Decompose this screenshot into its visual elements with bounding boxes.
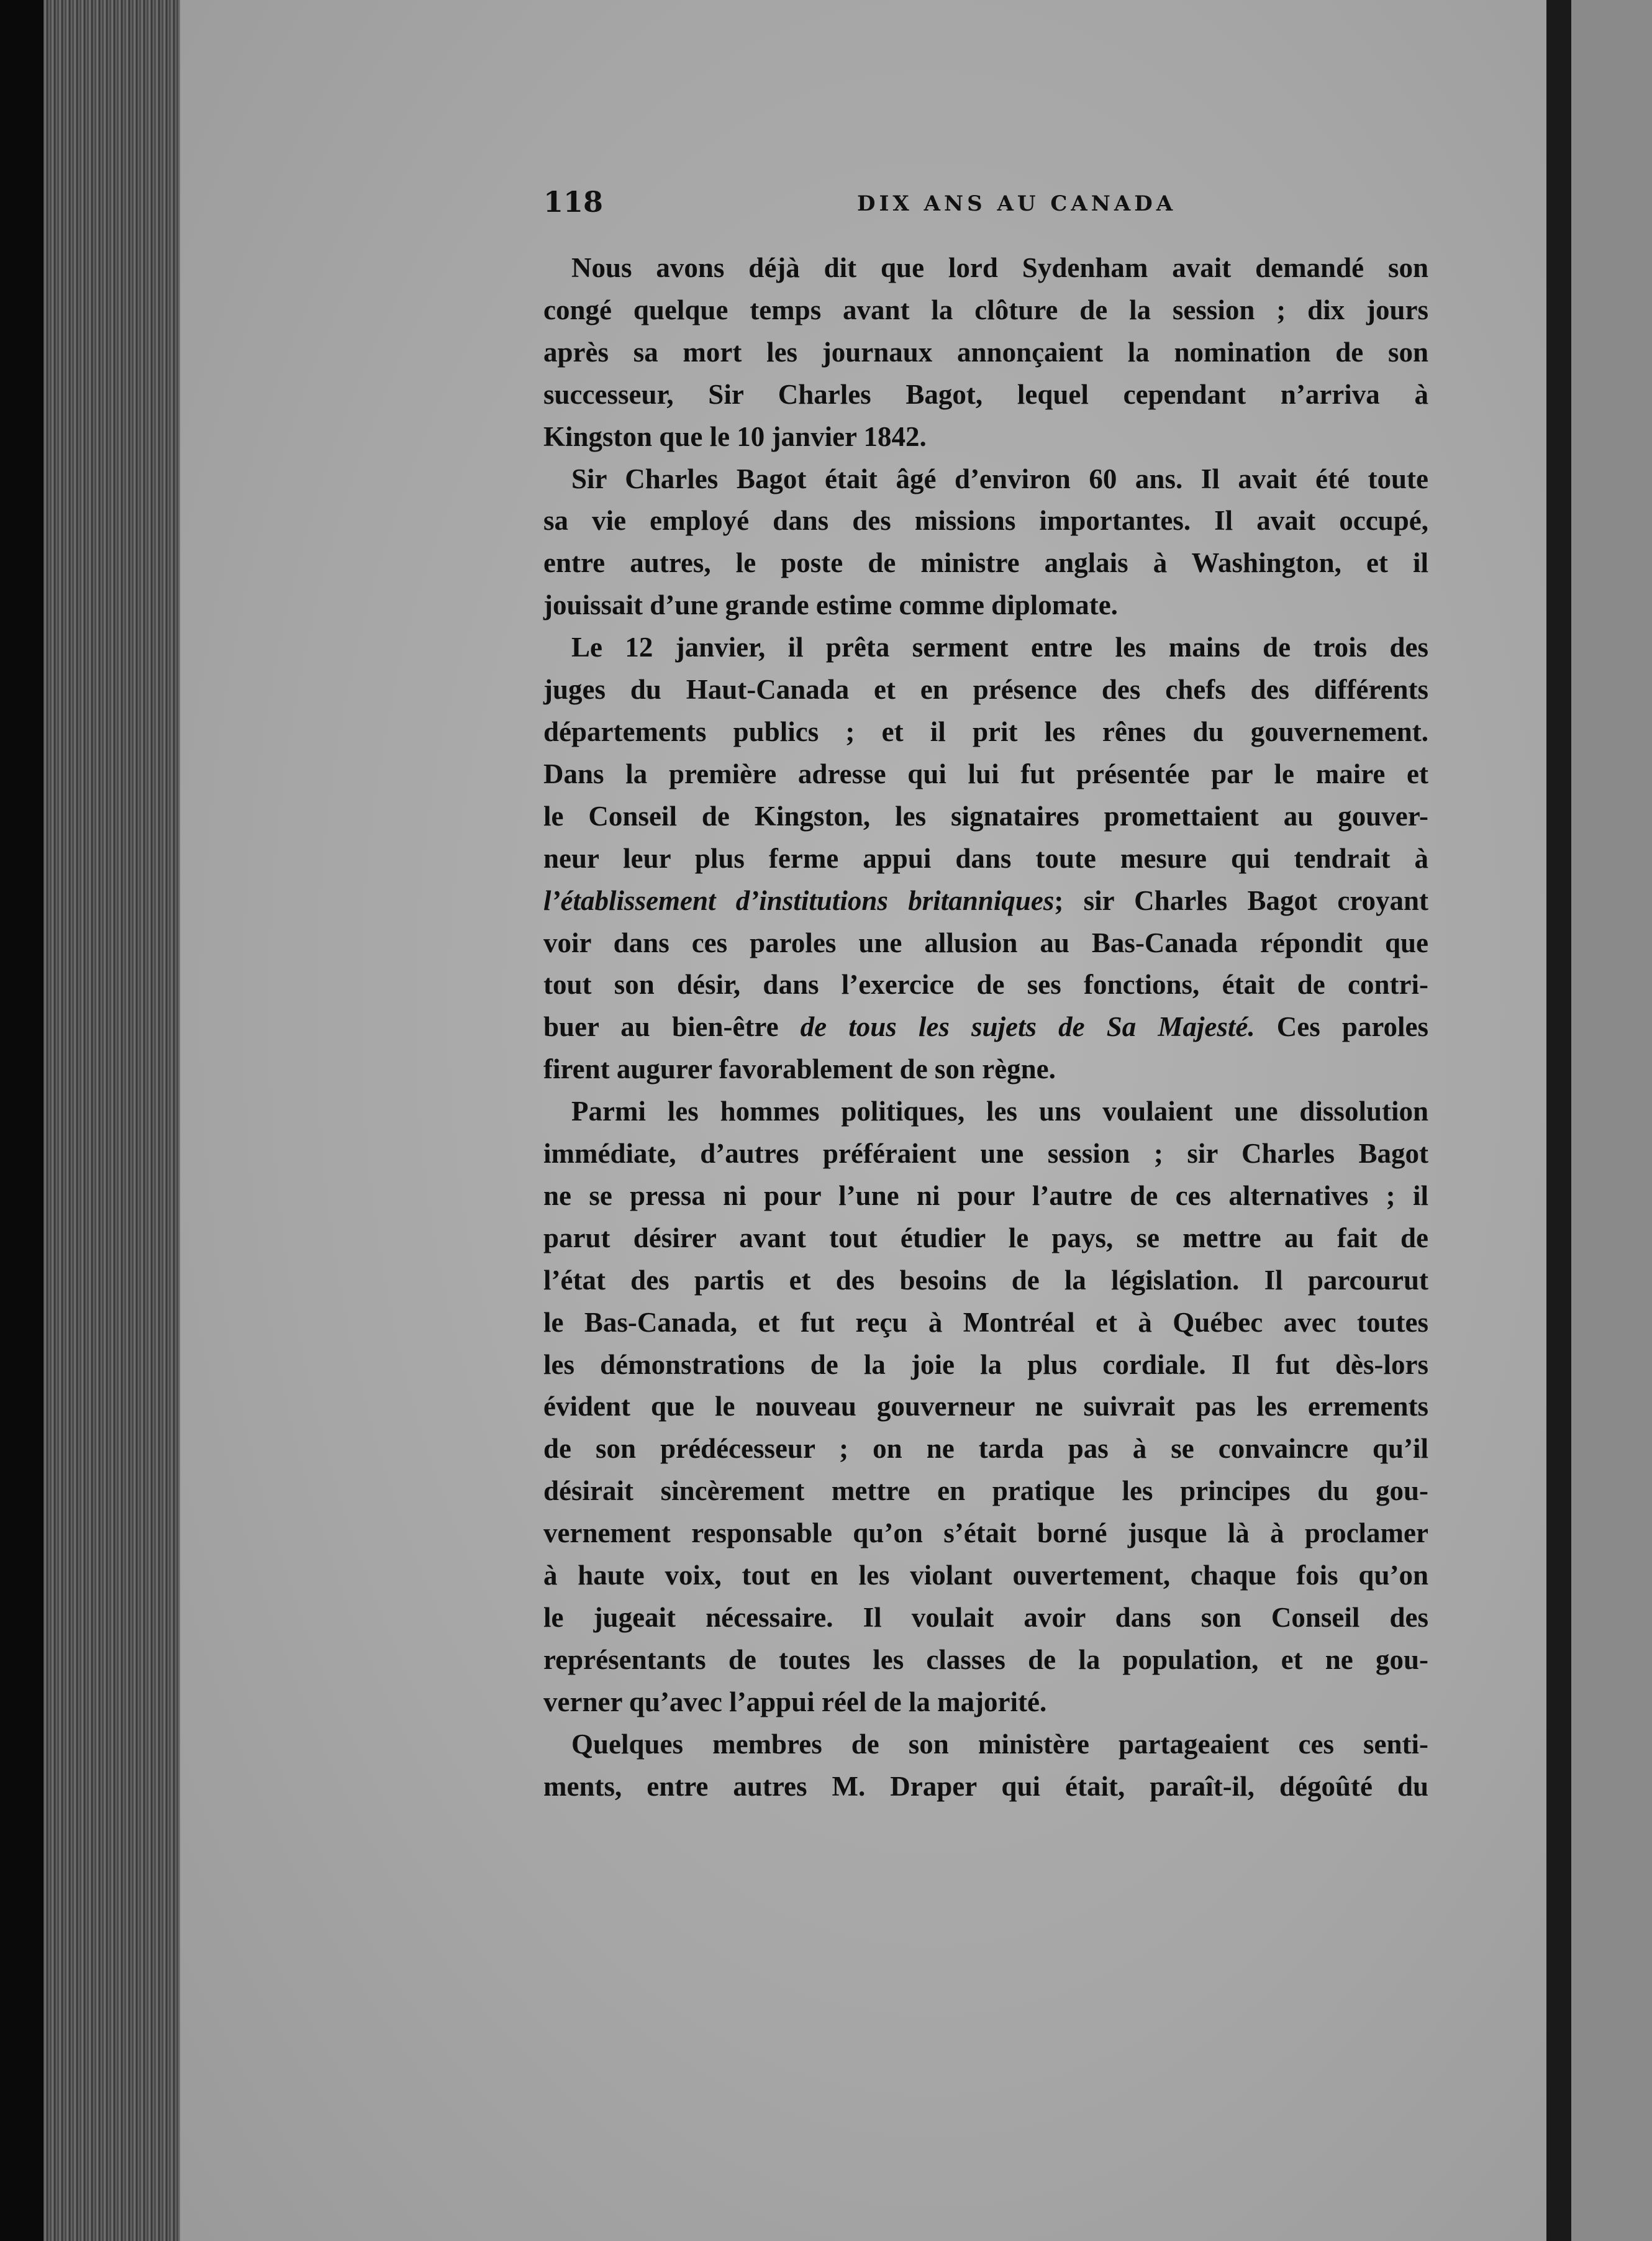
text-line: Nous avons déjà dit que lord Sydenham avait demandé son: [571, 252, 1428, 283]
facing-page-edge: [1571, 0, 1652, 2241]
text-line: le Conseil de Kingston, les signataires promettaient au gouver-: [543, 800, 1428, 832]
text-line: Dans la première adresse qui lui fut présentée par le maire et: [543, 758, 1428, 789]
paragraph-4: [543, 1091, 1428, 1724]
text-line: Parmi les hommes politiques, les uns voulaient une dissolution: [571, 1096, 1428, 1127]
text-line: Quelques membres de son ministère partageaient ces senti-: [571, 1728, 1428, 1760]
text-line: départements publics ; et il prit les rênes du gouvernement.: [543, 716, 1428, 747]
text-line: juges du Haut-Canada et en présence des chefs des différents: [543, 674, 1428, 706]
text-line: les démonstrations de la joie la plus cordiale. Il fut dès-lors: [543, 1348, 1428, 1380]
text-line: entre autres, le poste de ministre anglais à Washington, et il: [543, 547, 1428, 579]
text-line: verner qu’avec l’appui réel de la majorité.: [543, 1686, 1047, 1717]
text-line: Sir Charles Bagot était âgé d’environ 60 ans. Il avait été toute: [571, 463, 1428, 494]
text-line: évident que le nouveau gouverneur ne suivrait pas les errements: [543, 1391, 1428, 1422]
text-run: ; sir Charles Bagot croyant: [1054, 884, 1428, 916]
book-page-edges: [43, 0, 186, 2241]
text-line: le jugeait nécessaire. Il voulait avoir dans son Conseil des: [543, 1602, 1428, 1633]
paragraph-2: [543, 458, 1428, 627]
body-text: [543, 247, 1428, 1808]
page-header: [543, 185, 1444, 229]
text-line: jouissait d’une grande estime comme diplomate.: [543, 589, 1118, 621]
text-line: congé quelque temps avant la clôture de la session ; dix jours: [543, 294, 1428, 325]
text-line: Le 12 janvier, il prêta serment entre les mains de trois des: [571, 632, 1428, 663]
text-line: firent augurer favorablement de son règne.: [543, 1053, 1056, 1085]
text-line: l’état des partis et des besoins de la législation. Il parcourut: [543, 1264, 1428, 1296]
running-head: DIX ANS AU CANADA: [857, 191, 1177, 216]
text-line: [543, 1006, 1428, 1048]
text-line: ments, entre autres M. Draper qui était, paraît-il, dégoûté du: [543, 1770, 1428, 1802]
text-line: désirait sincèrement mettre en pratique les principes du gou-: [543, 1475, 1428, 1507]
text-line: ne se pressa ni pour l’une ni pour l’autre de ces alternatives ; il: [543, 1180, 1428, 1211]
gutter-shadow: [1546, 0, 1571, 2241]
text-line: de son prédécesseur ; on ne tarda pas à se convaincre qu’il: [543, 1433, 1428, 1465]
text-line: [543, 880, 1428, 922]
text-line: voir dans ces paroles une allusion au Bas-Canada répondit que: [543, 927, 1428, 958]
text-line: Kingston que le 10 janvier 1842.: [543, 420, 927, 452]
text-line: à haute voix, tout en les violant ouvertement, chaque fois qu’on: [543, 1560, 1428, 1591]
text-line: immédiate, d’autres préféraient une session ; sir Charles Bagot: [543, 1138, 1428, 1170]
text-line: représentants de toutes les classes de la population, et ne gou-: [543, 1643, 1428, 1675]
text-line: vernement responsable qu’on s’était borné jusque là à proclamer: [543, 1517, 1428, 1549]
paragraph-1: [543, 247, 1428, 458]
page-number: 118: [543, 185, 604, 219]
paragraph-3: [543, 627, 1428, 1091]
italic-phrase: de tous les sujets de Sa Majesté.: [800, 1011, 1255, 1043]
text-line: successeur, Sir Charles Bagot, lequel cependant n’arriva à: [543, 378, 1428, 410]
text-line: sa vie employé dans des missions importantes. Il avait occupé,: [543, 505, 1428, 537]
text-run: buer au bien-être: [543, 1011, 801, 1043]
text-line: neur leur plus ferme appui dans toute mesure qui tendrait à: [543, 842, 1428, 874]
text-line: parut désirer avant tout étudier le pays, se mettre au fait de: [543, 1222, 1428, 1253]
italic-phrase: l’établissement d’institutions britanniques: [543, 884, 1055, 916]
paragraph-5: [543, 1724, 1428, 1808]
text-run: Ces paroles: [1255, 1011, 1428, 1043]
text-line: tout son désir, dans l’exercice de ses fonctions, était de contri-: [543, 969, 1428, 1001]
text-line: après sa mort les journaux annonçaient la nomination de son: [543, 336, 1428, 368]
text-line: le Bas-Canada, et fut reçu à Montréal et à Québec avec toutes: [543, 1306, 1428, 1338]
